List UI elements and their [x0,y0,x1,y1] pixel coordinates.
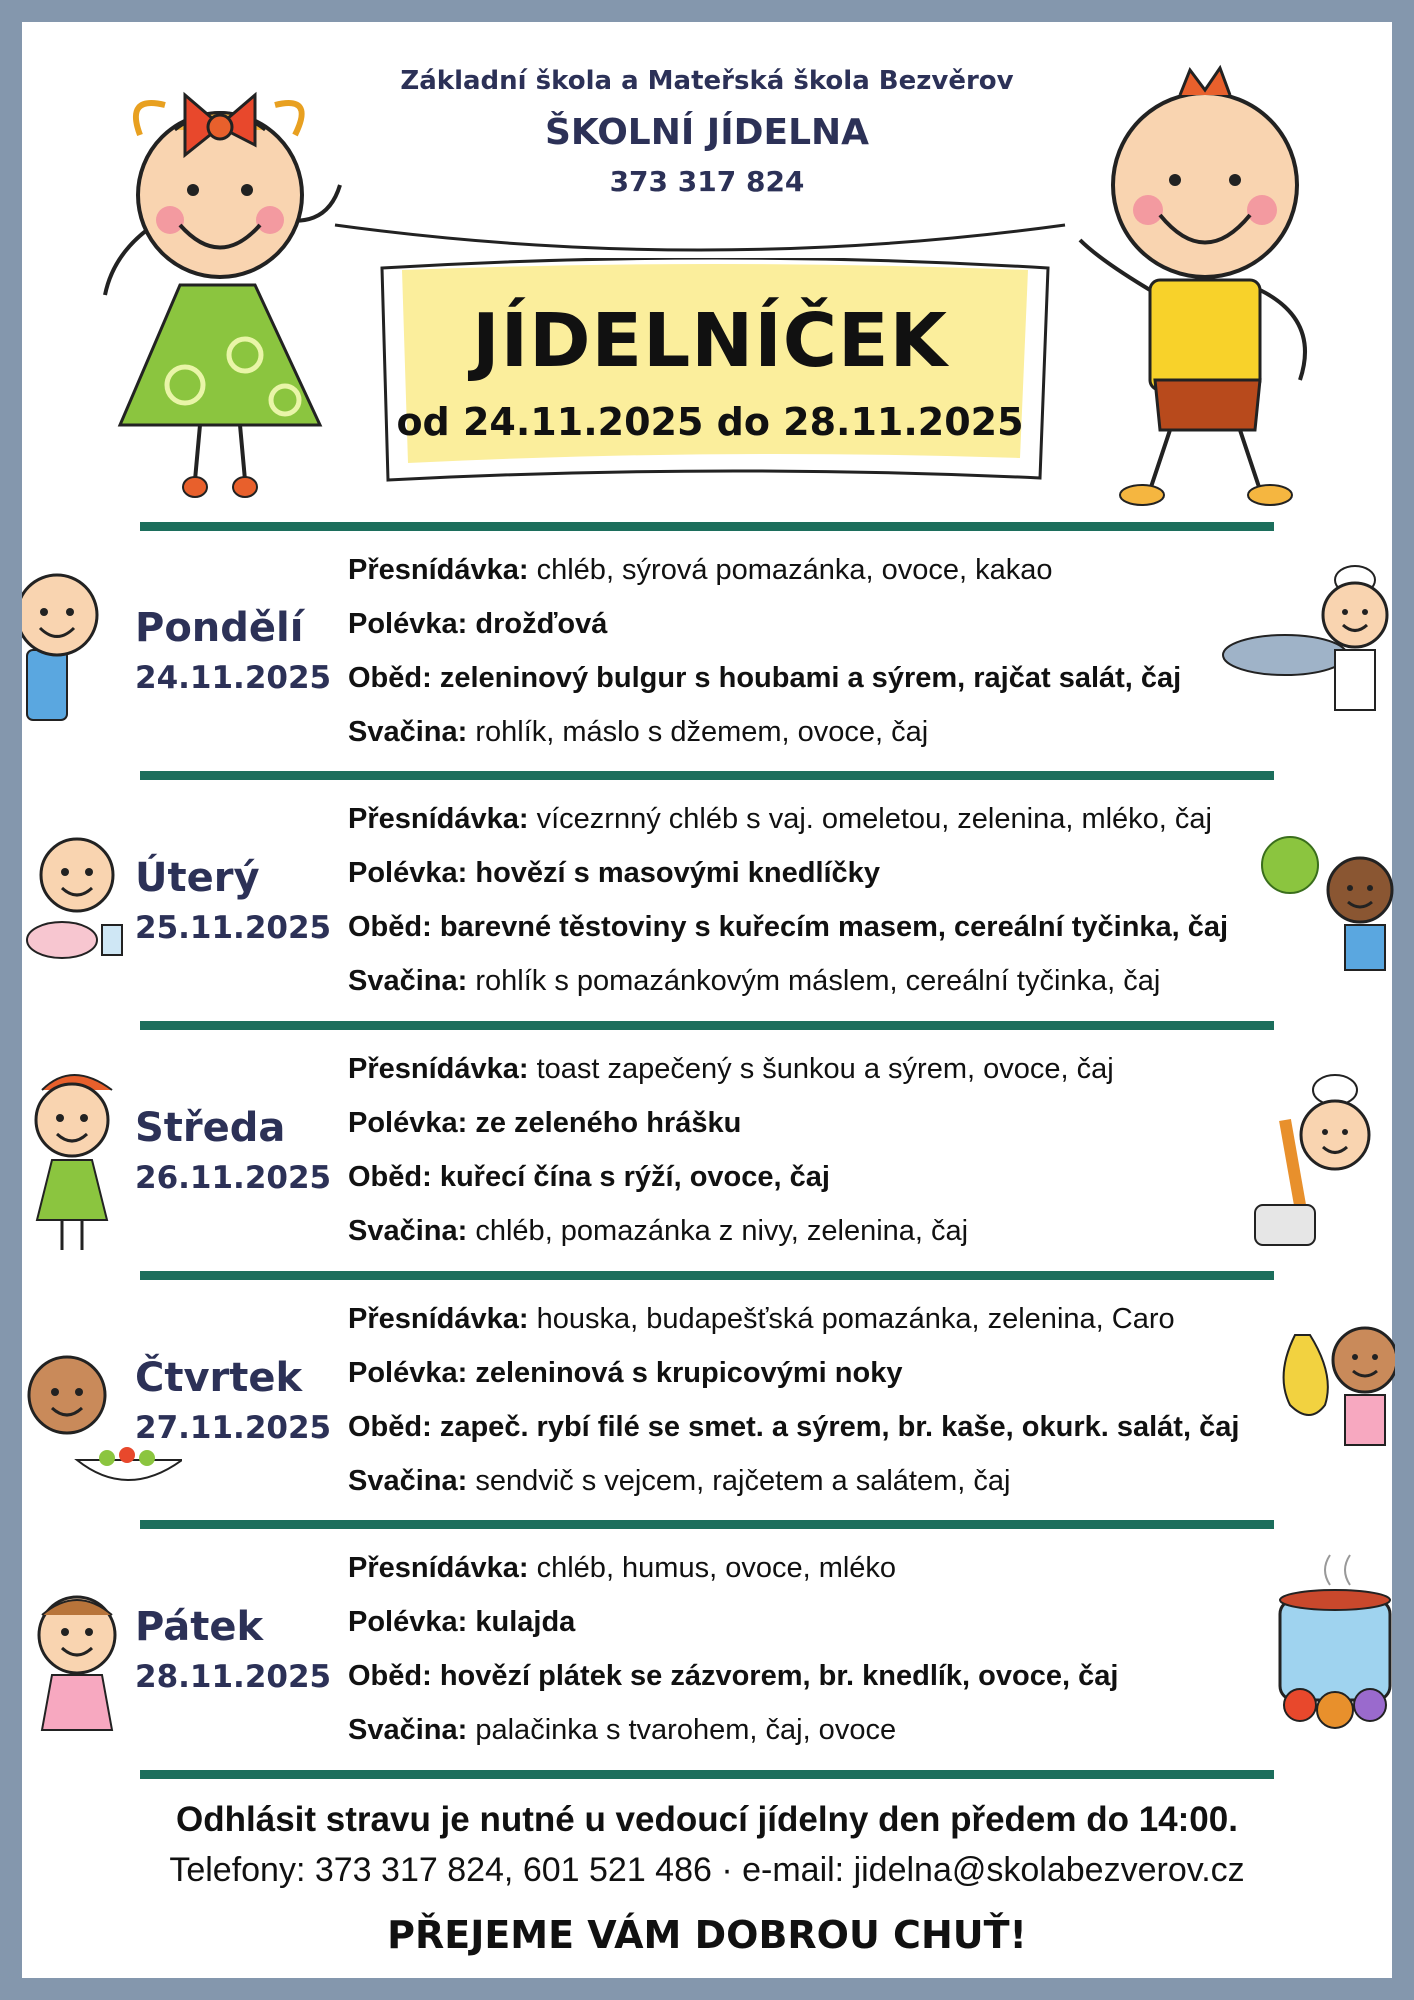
day-name: Pátek [135,1604,264,1650]
canteen-phone: 373 317 824 [609,165,805,198]
meal-label: Přesnídávka: [348,1303,529,1335]
soup-line [348,1106,741,1140]
day-name: Středa [135,1105,286,1151]
snack-am-line [348,1052,1114,1086]
child-icon [22,830,132,980]
day-date: 25.11.2025 [135,910,332,946]
snack-pm-line [348,1713,896,1747]
soup-line [348,607,607,641]
snack-pm-line [348,715,928,749]
meal-label: Oběd: [348,1161,432,1193]
divider [140,1021,1274,1030]
snack-pm-line [348,964,1160,998]
day-date: 26.11.2025 [135,1160,332,1196]
meal-text: kulajda [475,1606,576,1638]
vegetables-child-icon [1250,830,1395,990]
meal-text: palačinka s tvarohem, čaj, ovoce [475,1714,897,1746]
lunch-line [348,1410,1239,1444]
meal-label: Přesnídávka: [348,1053,529,1085]
canteen-title: ŠKOLNÍ JÍDELNA [545,112,869,153]
meal-label: Polévka: [348,1606,468,1638]
meal-label: Polévka: [348,1107,468,1139]
lunch-line [348,661,1181,695]
meal-text: zapeč. rybí filé se smet. a sýrem, br. kaše, okurk. salát, čaj [439,1411,1240,1443]
snack-pm-line [348,1464,1010,1498]
day-date: 28.11.2025 [135,1659,332,1695]
day-name: Úterý [135,855,260,901]
meal-label: Svačina: [348,1714,468,1746]
meal-label: Svačina: [348,965,468,997]
lunch-line [348,1160,830,1194]
meal-text: houska, budapešťská pomazánka, zelenina, Caro [536,1303,1175,1335]
meal-label: Polévka: [348,857,468,889]
day-date: 24.11.2025 [135,660,332,696]
child-salad-icon [22,1340,182,1500]
meal-label: Oběd: [348,1411,432,1443]
meal-text: chléb, humus, ovoce, mléko [536,1552,897,1584]
meal-text: zeleninový bulgur s houbami a sýrem, rajčat salát, čaj [439,662,1182,694]
meal-label: Přesnídávka: [348,554,529,586]
pear-child-icon [1270,1295,1395,1475]
snack-am-line [348,553,1052,587]
divider [140,1271,1274,1280]
child-icon [22,560,112,750]
soup-pot-icon [1270,1545,1395,1755]
meal-text: chléb, sýrová pomazánka, ovoce, kakao [536,554,1053,586]
snack-am-line [348,1302,1175,1336]
contact-line: Telefony: 373 317 824, 601 521 486 · e-mail: jidelna@skolabezverov.cz [169,1851,1245,1889]
soup-line [348,1605,575,1639]
child-icon [22,1580,142,1760]
meal-text: rohlík, máslo s džemem, ovoce, čaj [475,716,929,748]
snack-am-line [348,802,1212,836]
snack-pm-line [348,1214,968,1248]
boy-illustration-icon [1060,60,1340,510]
chef-pot-icon [1215,1065,1395,1265]
lunch-line [348,910,1228,944]
girl-illustration-icon [95,55,345,505]
menu-title: JÍDELNÍČEK [472,298,948,384]
banner-string [330,215,1070,275]
meal-label: Oběd: [348,911,432,943]
meal-label: Polévka: [348,608,468,640]
meal-text: vícezrnný chléb s vaj. omeletou, zelenina, mléko, čaj [536,803,1212,835]
meal-text: kuřecí čína s rýží, ovoce, čaj [439,1161,830,1193]
menu-date-range: od 24.11.2025 do 28.11.2025 [396,400,1024,444]
meal-text: sendvič s vejcem, rajčetem a salátem, čaj [475,1465,1011,1497]
day-date: 27.11.2025 [135,1410,332,1446]
meal-text: barevné těstoviny s kuřecím masem, cereální tyčinka, čaj [439,911,1229,943]
divider [140,522,1274,531]
closing-wish: PŘEJEME VÁM DOBROU CHUŤ! [387,1913,1027,1957]
divider [140,1770,1274,1779]
meal-label: Oběd: [348,1660,432,1692]
divider [140,1520,1274,1529]
meal-label: Přesnídávka: [348,803,529,835]
snack-am-line [348,1551,896,1585]
meal-text: toast zapečený s šunkou a sýrem, ovoce, čaj [536,1053,1114,1085]
cancel-meal-notice: Odhlásit stravu je nutné u vedoucí jídelny den předem do 14:00. [176,1800,1238,1839]
divider [140,771,1274,780]
meal-label: Polévka: [348,1357,468,1389]
meal-text: rohlík s pomazánkovým máslem, cereální tyčinka, čaj [475,965,1161,997]
day-name: Pondělí [135,605,304,651]
soup-line [348,1356,902,1390]
meal-text: zeleninová s krupicovými noky [475,1357,903,1389]
meal-label: Svačina: [348,716,468,748]
day-name: Čtvrtek [135,1355,303,1401]
child-icon [22,1060,132,1260]
chef-fish-icon [1215,550,1395,730]
school-name: Základní škola a Mateřská škola Bezvěrov [400,66,1014,96]
meal-label: Svačina: [348,1215,468,1247]
lunch-line [348,1659,1118,1693]
meal-text: hovězí s masovými knedlíčky [475,857,880,889]
meal-label: Přesnídávka: [348,1552,529,1584]
soup-line [348,856,880,890]
meal-text: ze zeleného hrášku [475,1107,742,1139]
meal-label: Svačina: [348,1465,468,1497]
meal-label: Oběd: [348,662,432,694]
meal-text: drožďová [475,608,608,640]
meal-text: hovězí plátek se zázvorem, br. knedlík, ovoce, čaj [439,1660,1119,1692]
meal-text: chléb, pomazánka z nivy, zelenina, čaj [475,1215,969,1247]
